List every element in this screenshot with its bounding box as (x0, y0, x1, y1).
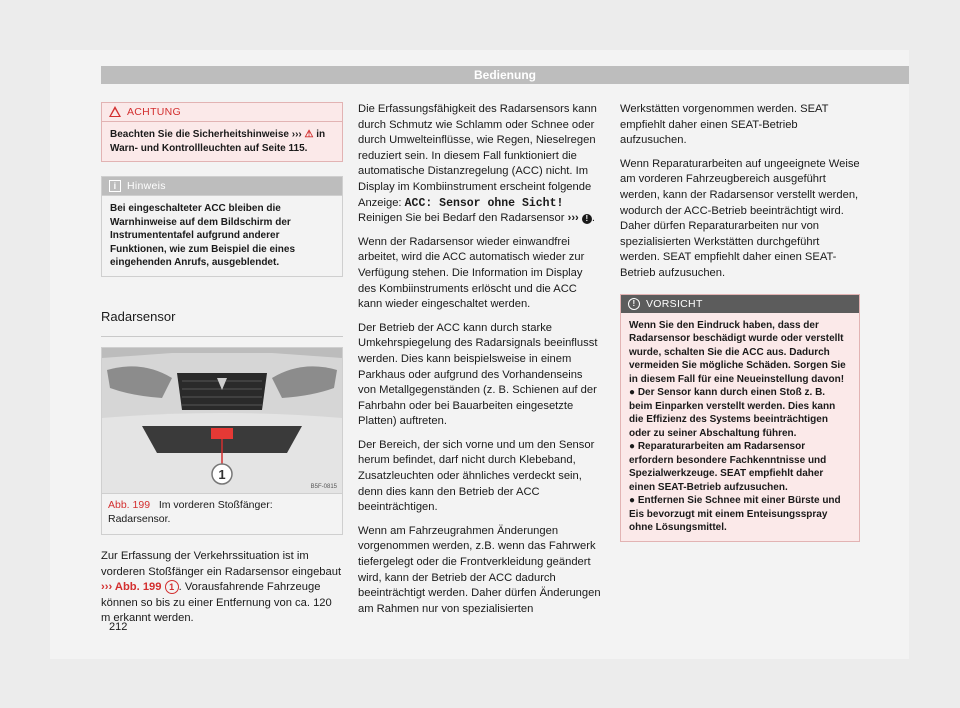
col2-paragraph-3: Der Betrieb der ACC kann durch starke Umkehrspiegelung des Radarsignals beeinflusst werden. Dies kann beispielsweise in einem Parkhaus oder aufgrund des Vorhandenseins von Metallgegenständen (z. B. Schienen auf der Fahrbahn oder bei Bauarbeiten eingesetzte Platten) auftreten. (358, 321, 598, 428)
car-front-image (102, 348, 342, 494)
achtung-text-before: Beachten Sie die Sicherheitshinweise (110, 129, 289, 140)
achtung-arrows: ››› (291, 129, 302, 140)
figure-caption-label: Abb. 199 (108, 499, 151, 512)
vorsicht-list-item: ● Reparaturarbeiten am Radarsensor erfordern besondere Fachkenntnisse und Spezialwerkzeuge. SEAT empfiehlt daher einen SEAT-Betrieb aufzusuchen. (629, 441, 827, 493)
hinweis-body: Bei eingeschalteter ACC bleiben die Warnhinweise auf dem Bildschirm der Instrumententafel aufgrund anderer Funktionen, wie zum Beispiel die eines eingehenden Anrufs, ausgeblendet. (110, 203, 296, 268)
vorsicht-body (621, 313, 859, 541)
col3-paragraph-2: Wenn Reparaturarbeiten auf ungeeignete Weise am vorderen Fahrzeugbereich ausgeführt werden, kann der Radarsensor verstellt werden, wodurch der ACC-Betrieb beeinträchtigt wird. Daher dürfen Reparaturarbeiten nur von spezialisierten Werkstätten durchgeführt werden. SEAT empfiehlt daher einen SEAT-Betrieb aufzusuchen. (620, 157, 860, 279)
achtung-text-after[interactable]: in Warn- und Kontrollleuchten auf Seite 115. (110, 129, 326, 154)
car-bumper-illustration (102, 348, 342, 493)
info-icon: i (109, 180, 121, 192)
achtung-header (102, 103, 342, 122)
figure-reference-link[interactable]: ››› Abb. 199 (101, 581, 162, 594)
caution-icon: ! (628, 298, 640, 310)
page-header: Bedienung (101, 66, 909, 84)
col2-paragraph-1: Die Erfassungsfähigkeit des Radarsensors kann durch Schmutz wie Schlamm oder Schnee oder durch Umwelteinflüsse, wie Regen, Nieselregen reduziert sein. In diesem Fall funktioniert die automatische Distanzregelung (ACC) nicht. Im Display im Kombiinstrument erscheint folgende Anzeige: ACC: Sensor ohne Sicht! Reinigen Sie bei Bedarf den Radarsensor ››› ! . (358, 103, 597, 225)
vorsicht-header (621, 295, 859, 313)
warning-triangle-inline-icon: ⚠ (304, 129, 314, 140)
column-3 (620, 102, 860, 542)
col1-text-b: . Vorausfahrende Fahrzeuge können so bis zu einer Entfernung von ca. 120 m erkannt werden. (101, 581, 332, 625)
vorsicht-list-item: ● Entfernen Sie Schnee mit einer Bürste und Eis bevorzugt mit einem Enteisungsspray ohne Lösungsmittel. (629, 495, 841, 534)
achtung-box (101, 102, 343, 162)
vorsicht-intro: Wenn Sie den Eindruck haben, dass der Radarsensor beschädigt wurde oder verstellt wurde, schalten Sie die ACC aus. Dadurch vermeiden Sie mögliche Schäden. Sorgen Sie in diesem Fall für eine Neueinstellung davon! (629, 319, 846, 385)
achtung-body (102, 122, 342, 161)
column-1 (101, 102, 343, 635)
page (50, 50, 909, 659)
hinweis-header (102, 177, 342, 196)
col1-paragraph (101, 549, 343, 627)
display-message: ACC: Sensor ohne Sicht! (404, 196, 564, 210)
achtung-label: ACHTUNG (127, 106, 182, 118)
figure-199 (101, 347, 343, 535)
radar-sensor-highlight (211, 428, 233, 439)
section-rule (101, 336, 343, 337)
col2-paragraph-5: Wenn am Fahrzeugrahmen Änderungen vorgenommen werden, z.B. wenn das Fahrwerk tiefergelegt oder die Frontverkleidung geändert wird, kann der Betrieb der ACC dadurch beeinträchtigt werden. Daher dürfen Änderungen am Rahmen nur von spezialisierten (358, 524, 601, 615)
warning-triangle-icon (109, 106, 121, 117)
warning-circle-icon: ! (582, 214, 592, 224)
vorsicht-box (620, 294, 860, 542)
figure-caption-text: Im vorderen Stoßfänger: Radarsensor. (108, 499, 273, 526)
section-title: Radarsensor (101, 308, 176, 324)
figure-caption (102, 494, 342, 534)
col2-paragraph-2: Wenn der Radarsensor wieder einwandfrei arbeitet, wird die ACC automatisch wieder zur Verfügung stehen. Die Information im Display des Kombiinstruments erlöscht und die ACC kann wieder eingeschaltet werden. (358, 235, 585, 311)
figure-marker: 1 (218, 467, 226, 483)
col2-paragraph-4: Der Bereich, der sich vorne und um den Sensor herum befindet, darf nicht durch Klebeband, Zusatzleuchten oder ähnliches verdeckt sein, denn dies kann den Betrieb der ACC beeinträchtigen. (358, 438, 595, 514)
page-number: 212 (109, 621, 128, 633)
col1-text-a: Zur Erfassung der Verkehrssituation ist im vorderen Stoßfänger ein Radarsensor eingebaut (101, 550, 342, 578)
reference-arrows[interactable]: ››› (567, 212, 579, 225)
vorsicht-label: VORSICHT (646, 297, 703, 310)
col2-p1-text-b: Reinigen Sie bei Bedarf den Radarsensor (358, 212, 565, 225)
marker-badge: 1 (165, 580, 179, 594)
column-2 (358, 102, 602, 625)
col3-paragraph-1: Werkstätten vorgenommen werden. SEAT empfiehlt daher einen SEAT-Betrieb aufzusuchen. (620, 103, 829, 147)
figure-code: B5F-0815 (310, 484, 337, 491)
hinweis-label: Hinweis (127, 180, 166, 192)
col2-p1-text: Die Erfassungsfähigkeit des Radarsensors kann durch Schmutz wie Schlamm oder Schnee oder durch Umwelteinflüsse, wie Regen, Nieselregen reduziert sein. In diesem Fall funktioniert die automatische Distanzregelung (ACC) nicht. Im Display im Kombiinstrument erscheint folgende Anzeige: (358, 103, 597, 209)
vorsicht-list-item: ● Der Sensor kann durch einen Stoß z. B. beim Einparken verstellt werden. Dies kann die Effizienz des Systems beeinträchtigen oder zu seiner Abschaltung führen. (629, 387, 836, 439)
hinweis-box (101, 176, 343, 277)
